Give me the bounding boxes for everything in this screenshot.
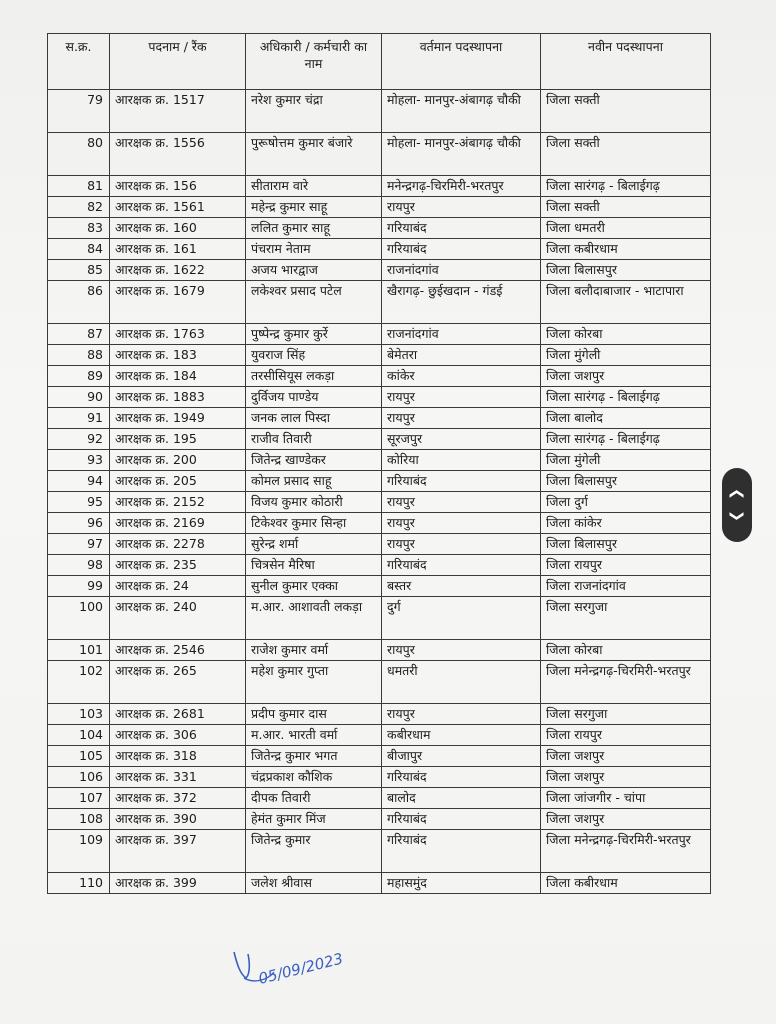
new-posting-cell: जिला रायपुर: [541, 725, 711, 746]
rank-cell: आरक्षक क्र. 2152: [110, 492, 246, 513]
serial-no-cell: 85: [48, 260, 110, 281]
name-cell: पुरूषोत्तम कुमार बंजारे: [246, 133, 382, 176]
serial-no-cell: 95: [48, 492, 110, 513]
new-posting-cell: जिला दुर्ग: [541, 492, 711, 513]
chevron-down-icon[interactable]: ❯: [729, 510, 745, 522]
table-row: [48, 513, 711, 534]
table-row: [48, 661, 711, 704]
rank-cell: आरक्षक क्र. 24: [110, 576, 246, 597]
name-cell: म.आर. भारती वर्मा: [246, 725, 382, 746]
rank-cell: आरक्षक क्र. 161: [110, 239, 246, 260]
rank-cell: आरक्षक क्र. 184: [110, 366, 246, 387]
rank-cell: आरक्षक क्र. 1763: [110, 324, 246, 345]
name-cell: राजीव तिवारी: [246, 429, 382, 450]
rank-cell: आरक्षक क्र. 390: [110, 809, 246, 830]
name-cell: ललित कुमार साहू: [246, 218, 382, 239]
current-posting-cell: खैरागढ़- छुईखदान - गंडई: [382, 281, 541, 324]
current-posting-cell: रायपुर: [382, 534, 541, 555]
serial-no-cell: 96: [48, 513, 110, 534]
current-posting-cell: गरियाबंद: [382, 239, 541, 260]
current-posting-cell: मोहला- मानपुर-अंबागढ़ चौकी: [382, 90, 541, 133]
rank-cell: आरक्षक क्र. 205: [110, 471, 246, 492]
current-posting-cell: रायपुर: [382, 492, 541, 513]
new-posting-cell: जिला कोरबा: [541, 324, 711, 345]
current-posting-cell: गरियाबंद: [382, 471, 541, 492]
rank-cell: आरक्षक क्र. 156: [110, 176, 246, 197]
name-cell: म.आर. आशावती लकड़ा: [246, 597, 382, 640]
serial-no-cell: 102: [48, 661, 110, 704]
new-posting-cell: जिला बालोद: [541, 408, 711, 429]
new-posting-cell: जिला सक्ती: [541, 90, 711, 133]
rank-cell: आरक्षक क्र. 195: [110, 429, 246, 450]
name-cell: युवराज सिंह: [246, 345, 382, 366]
table-row: [48, 450, 711, 471]
rank-cell: आरक्षक क्र. 2278: [110, 534, 246, 555]
table-row: [48, 830, 711, 873]
serial-no-cell: 90: [48, 387, 110, 408]
rank-cell: आरक्षक क्र. 372: [110, 788, 246, 809]
name-cell: कोमल प्रसाद साहू: [246, 471, 382, 492]
name-cell: जितेन्द्र कुमार भगत: [246, 746, 382, 767]
table-row: [48, 239, 711, 260]
new-posting-cell: जिला सक्ती: [541, 197, 711, 218]
serial-no-cell: 97: [48, 534, 110, 555]
new-posting-cell: जिला जशपुर: [541, 809, 711, 830]
name-cell: विजय कुमार कोठारी: [246, 492, 382, 513]
current-posting-cell: रायपुर: [382, 704, 541, 725]
rank-cell: आरक्षक क्र. 399: [110, 873, 246, 894]
name-cell: महेन्द्र कुमार साहू: [246, 197, 382, 218]
current-posting-cell: रायपुर: [382, 197, 541, 218]
rank-cell: आरक्षक क्र. 2546: [110, 640, 246, 661]
current-posting-cell: बालोद: [382, 788, 541, 809]
new-posting-cell: जिला जशपुर: [541, 767, 711, 788]
current-posting-cell: रायपुर: [382, 640, 541, 661]
handwritten-signature: [228, 934, 378, 994]
table-row: [48, 345, 711, 366]
table-row: [48, 640, 711, 661]
header-current-posting: वर्तमान पदस्थापना: [382, 34, 541, 90]
table-row: [48, 197, 711, 218]
new-posting-cell: जिला सरगुजा: [541, 704, 711, 725]
new-posting-cell: जिला बलौदाबाजार - भाटापारा: [541, 281, 711, 324]
name-cell: चंद्रप्रकाश कौशिक: [246, 767, 382, 788]
svg-text:05/09/2023: 05/09/2023: [256, 949, 345, 988]
name-cell: प्रदीप कुमार दास: [246, 704, 382, 725]
name-cell: लकेश्वर प्रसाद पटेल: [246, 281, 382, 324]
rank-cell: आरक्षक क्र. 397: [110, 830, 246, 873]
current-posting-cell: बेमेतरा: [382, 345, 541, 366]
transfer-table: [47, 33, 711, 894]
table-body: [48, 90, 711, 894]
new-posting-cell: जिला धमतरी: [541, 218, 711, 239]
current-posting-cell: कांकेर: [382, 366, 541, 387]
serial-no-cell: 92: [48, 429, 110, 450]
current-posting-cell: गरियाबंद: [382, 830, 541, 873]
new-posting-cell: जिला बिलासपुर: [541, 260, 711, 281]
new-posting-cell: जिला सारंगढ़ - बिलाईगढ़: [541, 387, 711, 408]
rank-cell: आरक्षक क्र. 2169: [110, 513, 246, 534]
rank-cell: आरक्षक क्र. 235: [110, 555, 246, 576]
rank-cell: आरक्षक क्र. 1517: [110, 90, 246, 133]
table-row: [48, 260, 711, 281]
table-row: [48, 809, 711, 830]
table-row: [48, 324, 711, 345]
new-posting-cell: जिला मुंगेली: [541, 345, 711, 366]
new-posting-cell: जिला जशपुर: [541, 366, 711, 387]
serial-no-cell: 98: [48, 555, 110, 576]
name-cell: सीताराम वारे: [246, 176, 382, 197]
page-scroll-control: [722, 468, 752, 542]
name-cell: पंचराम नेताम: [246, 239, 382, 260]
table-row: [48, 408, 711, 429]
serial-no-cell: 101: [48, 640, 110, 661]
current-posting-cell: महासमुंद: [382, 873, 541, 894]
rank-cell: आरक्षक क्र. 318: [110, 746, 246, 767]
serial-no-cell: 103: [48, 704, 110, 725]
current-posting-cell: गरियाबंद: [382, 767, 541, 788]
new-posting-cell: जिला कोरबा: [541, 640, 711, 661]
table-row: [48, 90, 711, 133]
new-posting-cell: जिला कबीरधाम: [541, 239, 711, 260]
header-rank: पदनाम / रैंक: [110, 34, 246, 90]
name-cell: पुष्पेन्द्र कुमार कुर्रे: [246, 324, 382, 345]
new-posting-cell: जिला मुंगेली: [541, 450, 711, 471]
current-posting-cell: गरियाबंद: [382, 218, 541, 239]
name-cell: दुर्विजय पाण्डेय: [246, 387, 382, 408]
current-posting-cell: राजनांदगांव: [382, 260, 541, 281]
name-cell: सुनील कुमार एक्का: [246, 576, 382, 597]
serial-no-cell: 86: [48, 281, 110, 324]
table-row: [48, 534, 711, 555]
rank-cell: आरक्षक क्र. 1883: [110, 387, 246, 408]
table-row: [48, 555, 711, 576]
serial-no-cell: 107: [48, 788, 110, 809]
serial-no-cell: 104: [48, 725, 110, 746]
table-row: [48, 576, 711, 597]
name-cell: चित्रसेन मैरिषा: [246, 555, 382, 576]
new-posting-cell: जिला राजनांदगांव: [541, 576, 711, 597]
current-posting-cell: गरियाबंद: [382, 809, 541, 830]
table-row: [48, 704, 711, 725]
name-cell: हेमंत कुमार मिंज: [246, 809, 382, 830]
serial-no-cell: 106: [48, 767, 110, 788]
table-header-row: [48, 34, 711, 90]
name-cell: तरसीसियूस लकड़ा: [246, 366, 382, 387]
rank-cell: आरक्षक क्र. 331: [110, 767, 246, 788]
serial-no-cell: 105: [48, 746, 110, 767]
serial-no-cell: 99: [48, 576, 110, 597]
name-cell: नरेश कुमार चंद्रा: [246, 90, 382, 133]
serial-no-cell: 91: [48, 408, 110, 429]
table-row: [48, 767, 711, 788]
rank-cell: आरक्षक क्र. 1679: [110, 281, 246, 324]
table-row: [48, 133, 711, 176]
serial-no-cell: 100: [48, 597, 110, 640]
new-posting-cell: जिला मनेन्द्रगढ़-चिरमिरी-भरतपुर: [541, 830, 711, 873]
new-posting-cell: जिला बिलासपुर: [541, 534, 711, 555]
serial-no-cell: 82: [48, 197, 110, 218]
header-employee-name: अधिकारी / कर्मचारी का नाम: [246, 34, 382, 90]
current-posting-cell: बीजापुर: [382, 746, 541, 767]
current-posting-cell: मोहला- मानपुर-अंबागढ़ चौकी: [382, 133, 541, 176]
serial-no-cell: 93: [48, 450, 110, 471]
table-row: [48, 218, 711, 239]
new-posting-cell: जिला सारंगढ़ - बिलाईगढ़: [541, 176, 711, 197]
name-cell: टिकेश्वर कुमार सिन्हा: [246, 513, 382, 534]
serial-no-cell: 84: [48, 239, 110, 260]
current-posting-cell: बस्तर: [382, 576, 541, 597]
name-cell: जितेन्द्र कुमार: [246, 830, 382, 873]
rank-cell: आरक्षक क्र. 200: [110, 450, 246, 471]
name-cell: दीपक तिवारी: [246, 788, 382, 809]
name-cell: राजेश कुमार वर्मा: [246, 640, 382, 661]
serial-no-cell: 94: [48, 471, 110, 492]
new-posting-cell: जिला जांजगीर - चांपा: [541, 788, 711, 809]
current-posting-cell: रायपुर: [382, 408, 541, 429]
serial-no-cell: 87: [48, 324, 110, 345]
new-posting-cell: जिला सारंगढ़ - बिलाईगढ़: [541, 429, 711, 450]
name-cell: अजय भारद्वाज: [246, 260, 382, 281]
table-row: [48, 471, 711, 492]
serial-no-cell: 109: [48, 830, 110, 873]
new-posting-cell: जिला कबीरधाम: [541, 873, 711, 894]
table-row: [48, 725, 711, 746]
serial-no-cell: 89: [48, 366, 110, 387]
serial-no-cell: 80: [48, 133, 110, 176]
table-row: [48, 176, 711, 197]
serial-no-cell: 88: [48, 345, 110, 366]
new-posting-cell: जिला सक्ती: [541, 133, 711, 176]
table-row: [48, 492, 711, 513]
table-row: [48, 873, 711, 894]
rank-cell: आरक्षक क्र. 265: [110, 661, 246, 704]
table-row: [48, 387, 711, 408]
new-posting-cell: जिला रायपुर: [541, 555, 711, 576]
header-new-posting: नवीन पदस्थापना: [541, 34, 711, 90]
chevron-up-icon[interactable]: ❮: [729, 488, 745, 500]
name-cell: महेश कुमार गुप्ता: [246, 661, 382, 704]
serial-no-cell: 110: [48, 873, 110, 894]
current-posting-cell: कबीरधाम: [382, 725, 541, 746]
rank-cell: आरक्षक क्र. 240: [110, 597, 246, 640]
current-posting-cell: धमतरी: [382, 661, 541, 704]
rank-cell: आरक्षक क्र. 306: [110, 725, 246, 746]
new-posting-cell: जिला जशपुर: [541, 746, 711, 767]
table-row: [48, 597, 711, 640]
current-posting-cell: राजनांदगांव: [382, 324, 541, 345]
current-posting-cell: सूरजपुर: [382, 429, 541, 450]
rank-cell: आरक्षक क्र. 1949: [110, 408, 246, 429]
current-posting-cell: रायपुर: [382, 387, 541, 408]
rank-cell: आरक्षक क्र. 1561: [110, 197, 246, 218]
table-row: [48, 366, 711, 387]
current-posting-cell: कोरिया: [382, 450, 541, 471]
current-posting-cell: रायपुर: [382, 513, 541, 534]
name-cell: जनक लाल पिस्दा: [246, 408, 382, 429]
name-cell: जलेश श्रीवास: [246, 873, 382, 894]
current-posting-cell: दुर्ग: [382, 597, 541, 640]
rank-cell: आरक्षक क्र. 160: [110, 218, 246, 239]
table-row: [48, 429, 711, 450]
new-posting-cell: जिला सरगुजा: [541, 597, 711, 640]
header-serial-no: स.क्र.: [48, 34, 110, 90]
serial-no-cell: 81: [48, 176, 110, 197]
name-cell: सुरेन्द्र शर्मा: [246, 534, 382, 555]
new-posting-cell: जिला बिलासपुर: [541, 471, 711, 492]
table-row: [48, 746, 711, 767]
rank-cell: आरक्षक क्र. 1556: [110, 133, 246, 176]
current-posting-cell: मनेन्द्रगढ़-चिरमिरी-भरतपुर: [382, 176, 541, 197]
new-posting-cell: जिला कांकेर: [541, 513, 711, 534]
serial-no-cell: 83: [48, 218, 110, 239]
rank-cell: आरक्षक क्र. 2681: [110, 704, 246, 725]
rank-cell: आरक्षक क्र. 183: [110, 345, 246, 366]
table-row: [48, 788, 711, 809]
current-posting-cell: गरियाबंद: [382, 555, 541, 576]
serial-no-cell: 79: [48, 90, 110, 133]
name-cell: जितेन्द्र खाण्डेकर: [246, 450, 382, 471]
serial-no-cell: 108: [48, 809, 110, 830]
new-posting-cell: जिला मनेन्द्रगढ़-चिरमिरी-भरतपुर: [541, 661, 711, 704]
rank-cell: आरक्षक क्र. 1622: [110, 260, 246, 281]
table-row: [48, 281, 711, 324]
